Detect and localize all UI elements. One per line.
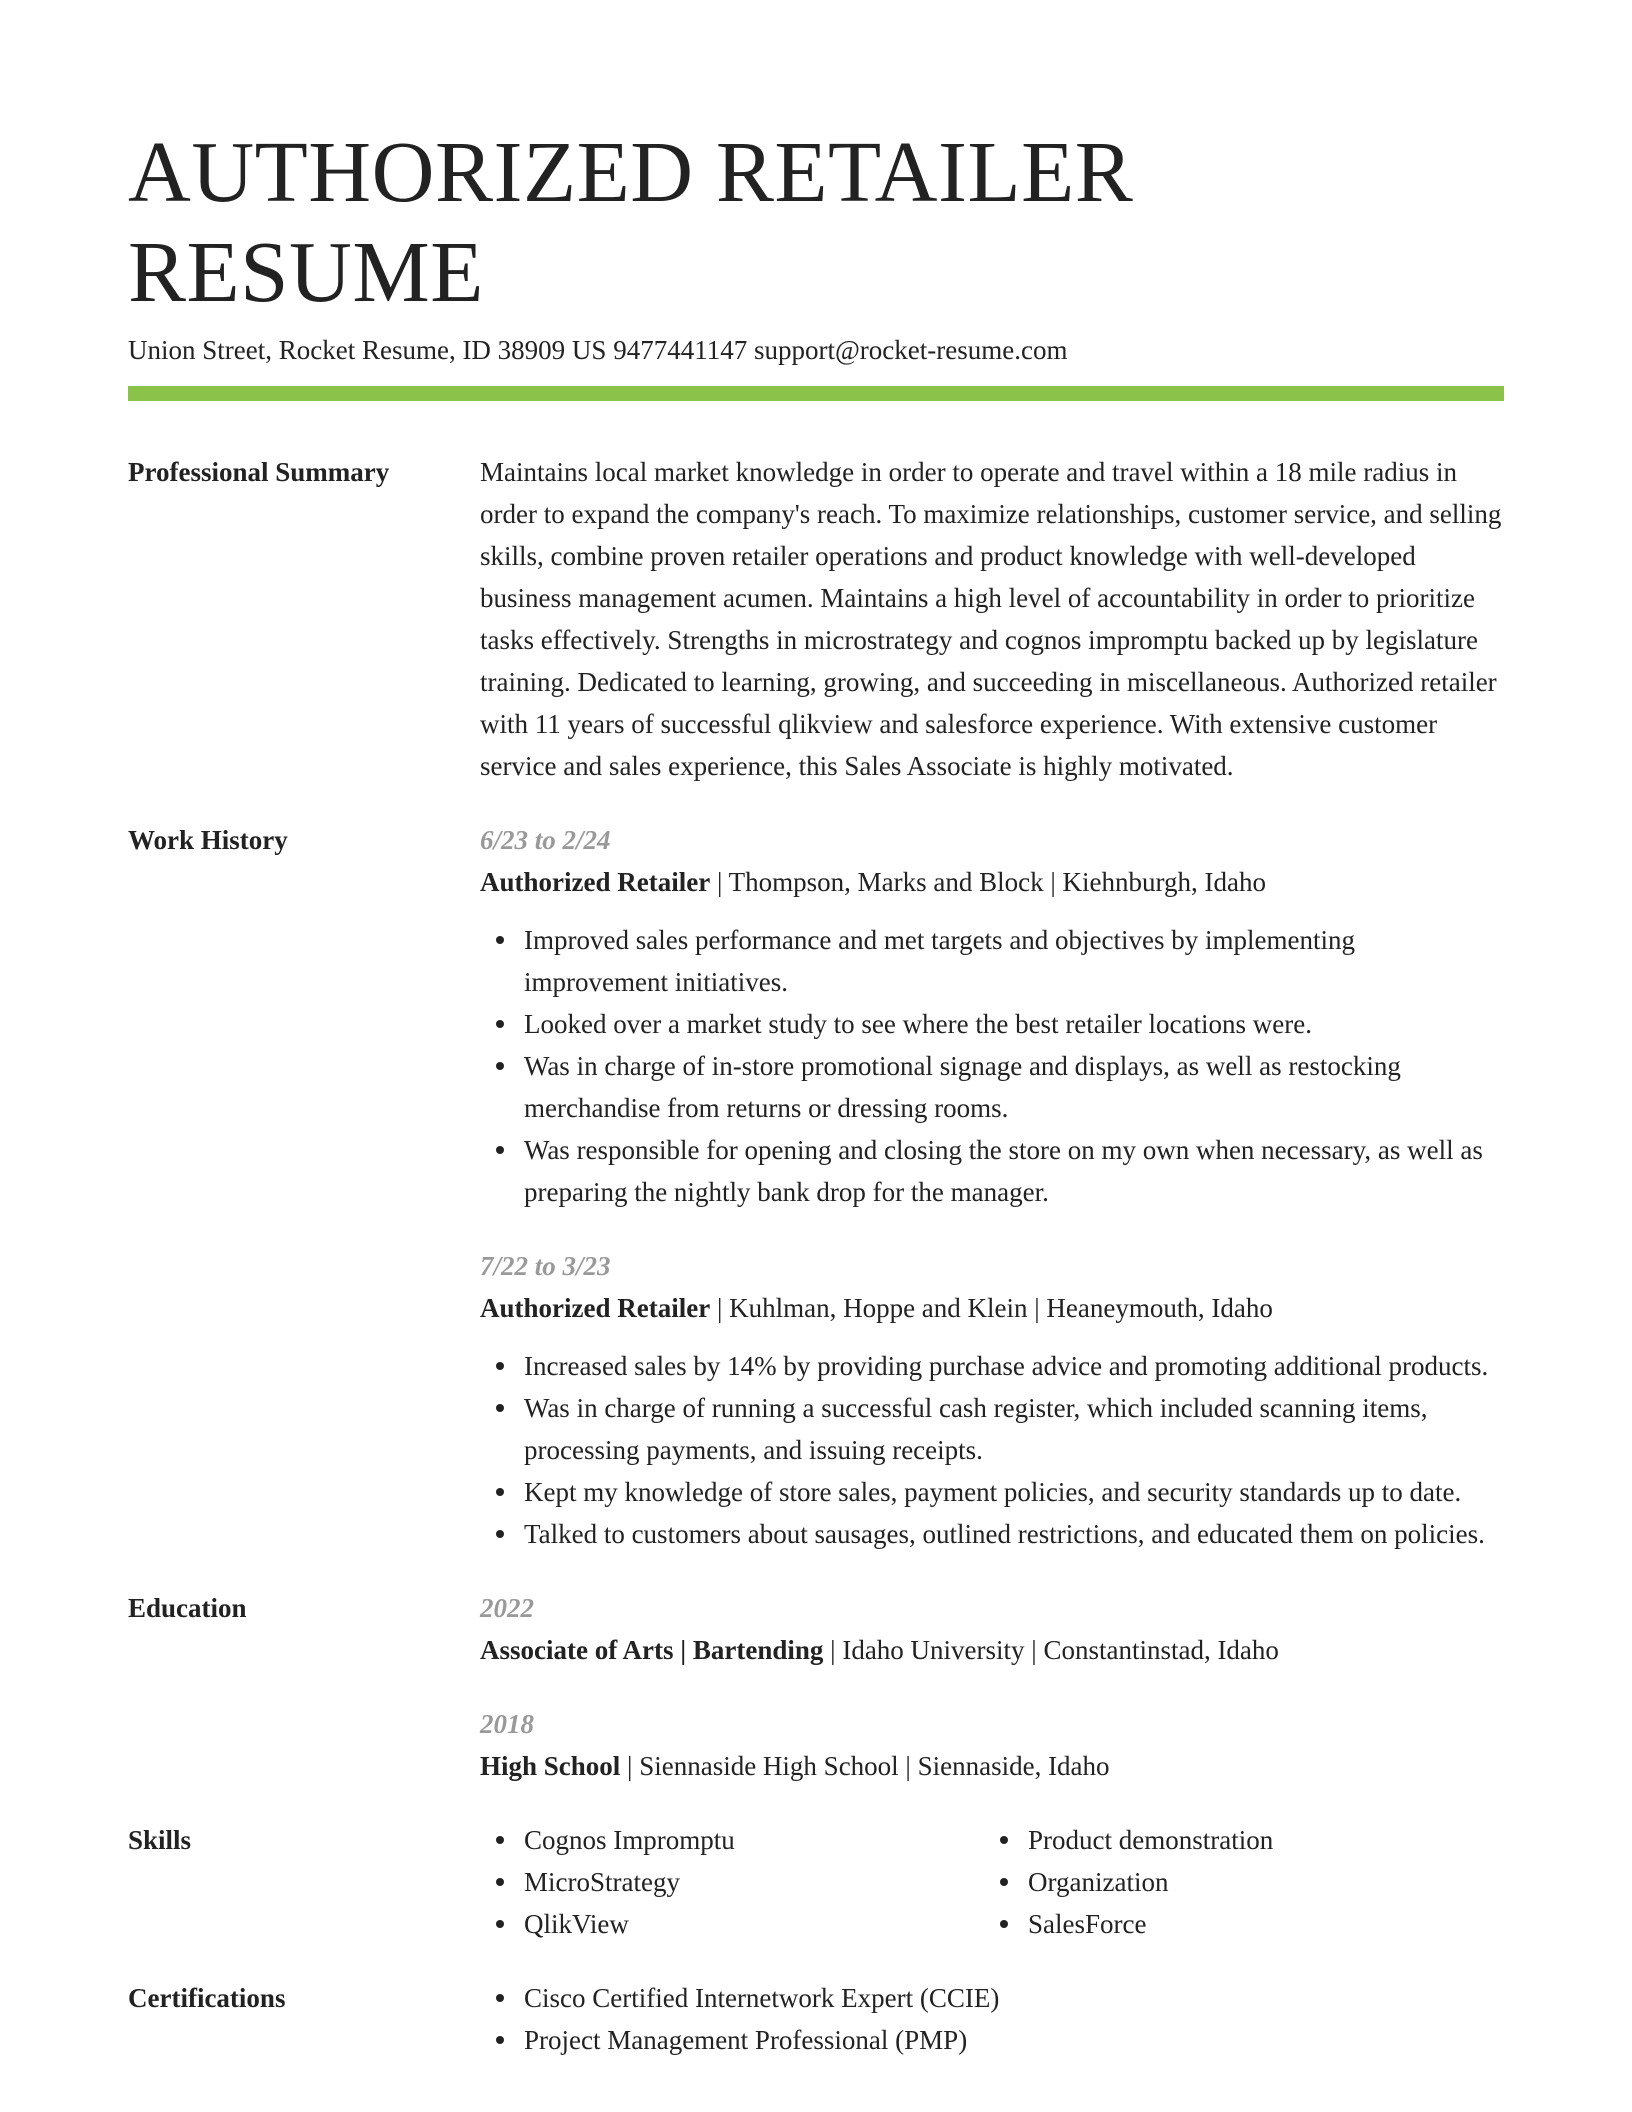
certifications-list — [480, 1977, 1504, 2061]
list-item: MicroStrategy — [524, 1861, 984, 1903]
contact-line: Union Street, Rocket Resume, ID 38909 US 9477441147 support@rocket-resume.com — [128, 335, 1068, 365]
section-label-skills: Skills — [128, 1825, 192, 1855]
job-details: | Thompson, Marks and Block | Kiehnburgh, Idaho — [710, 867, 1266, 897]
job-date: 7/22 to 3/23 — [480, 1251, 611, 1281]
section-body-work-history — [480, 819, 1504, 1555]
list-item: Was responsible for opening and closing the store on my own when necessary, as well as preparing the nightly bank drop for the manager. — [524, 1129, 1504, 1213]
list-item: Was in charge of in-store promotional signage and displays, as well as restocking merchandise from returns or dressing rooms. — [524, 1045, 1504, 1129]
skills-column-left — [480, 1819, 984, 1945]
section-certifications — [128, 1977, 1504, 2061]
education-date: 2022 — [480, 1593, 534, 1623]
job-details: | Kuhlman, Hoppe and Klein | Heaneymouth, Idaho — [710, 1293, 1273, 1323]
job-bullets — [480, 1345, 1504, 1555]
education-entry — [480, 1703, 1504, 1787]
summary-text: Maintains local market knowledge in order to operate and travel within a 18 mile radius in order to expand the company's reach. To maximize relationships, customer service, and selling skills, combine proven retailer operations and product knowledge with well-developed business management acumen. Maintains a high level of accountability in order to prioritize tasks effectively. Strengths in microstrategy and cognos impromptu backed up by legislature training. Dedicated to learning, growing, and succeeding in miscellaneous. Authorized retailer with 11 years of successful qlikview and salesforce experience. With extensive customer service and sales experience, this Sales Associate is highly motivated. — [480, 457, 1502, 781]
education-degree: Associate of Arts | Bartending — [480, 1635, 824, 1665]
job-entry — [480, 1245, 1504, 1555]
list-item: Talked to customers about sausages, outlined restrictions, and educated them on policies. — [524, 1513, 1504, 1555]
accent-divider — [128, 386, 1504, 401]
list-item: QlikView — [524, 1903, 984, 1945]
section-education — [128, 1587, 1504, 1787]
list-item: Organization — [1028, 1861, 1488, 1903]
skills-column-right — [984, 1819, 1488, 1945]
education-details: | Idaho University | Constantinstad, Idaho — [823, 1635, 1279, 1665]
job-title: Authorized Retailer — [480, 867, 711, 897]
list-item: Kept my knowledge of store sales, payment policies, and security standards up to date. — [524, 1471, 1504, 1513]
list-item: Looked over a market study to see where the best retailer locations were. — [524, 1003, 1504, 1045]
list-item: Improved sales performance and met targets and objectives by implementing improvement initiatives. — [524, 919, 1504, 1003]
job-bullets — [480, 919, 1504, 1213]
education-line — [480, 1745, 1504, 1787]
section-label-summary: Professional Summary — [128, 457, 390, 487]
skills-list — [984, 1819, 1488, 1945]
education-date: 2018 — [480, 1709, 534, 1739]
section-label-work-history: Work History — [128, 825, 288, 855]
section-body-education — [480, 1587, 1504, 1787]
resume-page — [128, 0, 1504, 2061]
list-item: Increased sales by 14% by providing purchase advice and promoting additional products. — [524, 1345, 1504, 1387]
education-entry — [480, 1587, 1504, 1671]
education-line — [480, 1629, 1504, 1671]
list-item: Cognos Impromptu — [524, 1819, 984, 1861]
section-skills — [128, 1819, 1504, 1945]
section-work-history — [128, 819, 1504, 1555]
education-details: | Siennaside High School | Siennaside, Idaho — [620, 1751, 1110, 1781]
list-item: Cisco Certified Internetwork Expert (CCIE) — [524, 1977, 1504, 2019]
section-body-skills — [480, 1819, 1504, 1945]
section-summary — [128, 451, 1504, 787]
job-title: Authorized Retailer — [480, 1293, 711, 1323]
resume-title: AUTHORIZED RETAILER RESUME — [128, 123, 1134, 320]
education-degree: High School — [480, 1751, 621, 1781]
section-body-summary — [480, 451, 1504, 787]
job-date: 6/23 to 2/24 — [480, 825, 611, 855]
list-item: Project Management Professional (PMP) — [524, 2019, 1504, 2061]
section-label-education: Education — [128, 1593, 247, 1623]
job-role-line — [480, 861, 1504, 903]
list-item: SalesForce — [1028, 1903, 1488, 1945]
job-role-line — [480, 1287, 1504, 1329]
skills-list — [480, 1819, 984, 1945]
list-item: Was in charge of running a successful cash register, which included scanning items, processing payments, and issuing receipts. — [524, 1387, 1504, 1471]
section-label-certifications: Certifications — [128, 1983, 286, 2013]
job-entry — [480, 819, 1504, 1213]
list-item: Product demonstration — [1028, 1819, 1488, 1861]
section-body-certifications — [480, 1977, 1504, 2061]
